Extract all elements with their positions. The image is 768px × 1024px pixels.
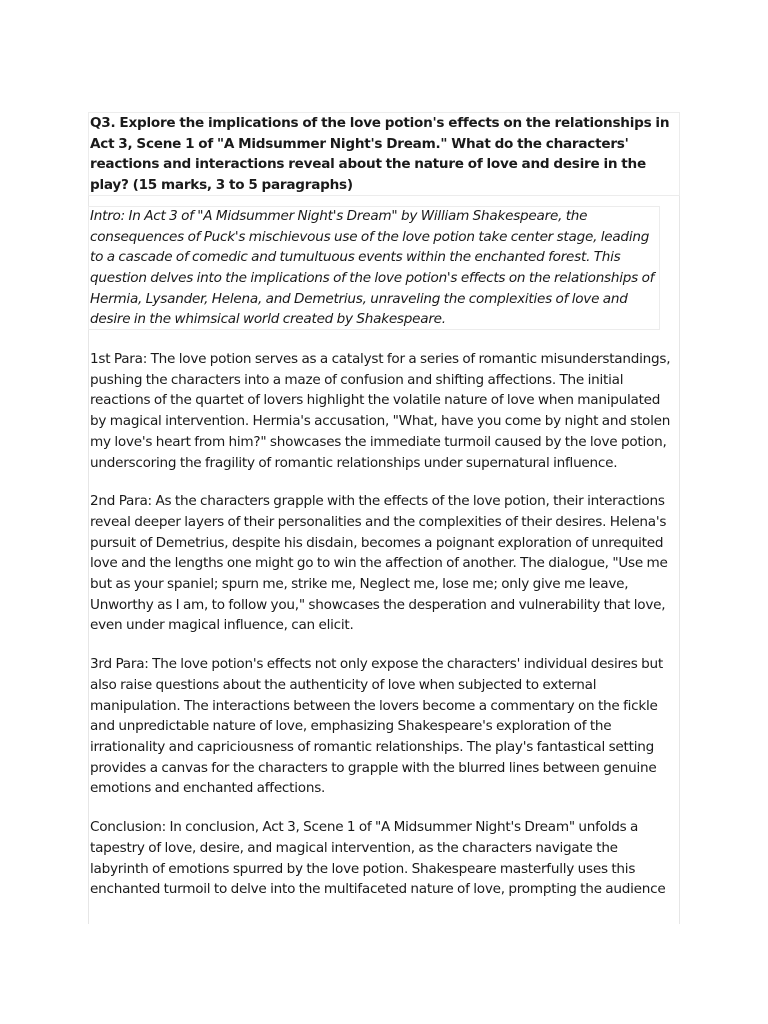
- second-paragraph: 2nd Para: As the characters grapple with the effects of the love potion, their interactions reveal deeper layers of their personalities and the complexities of their desires. Helena's pursuit of Demetrius, despite his disdain, becomes a poignant exploration of unrequited love and the lengths one might go to win the affection of another. The dialogue, "Use me but as your spaniel; spurn me, strike me, Neglect me, lose me; only give me leave, Unworthy as I am, to follow you," showcases the desperation and vulnerability that love, even under magical influence, can elicit.: [90, 493, 668, 634]
- conclusion-paragraph: Conclusion: In conclusion, Act 3, Scene 1 of "A Midsummer Night's Dream" unfolds a tapestry of love, desire, and magical intervention, as the characters navigate the labyrinth of emotions spurred by the love potion. Shakespeare masterfully uses this enchanted turmoil to delve into the multifaceted nature of love, prompting the audience: [90, 819, 666, 898]
- first-paragraph: 1st Para: The love potion serves as a catalyst for a series of romantic misunderstandings, pushing the characters into a maze of confusion and shifting affections. The initial reactions of the quartet of lovers highlight the volatile nature of love when manipulated by magical intervention. Hermia's accusation, "What, have you come by night and stolen my love's heart from him?" showcases the immediate turmoil caused by the love potion, underscoring the fragility of romantic relationships under supernatural influence.: [90, 351, 671, 471]
- intro-paragraph: Intro: In Act 3 of "A Midsummer Night's Dream" by William Shakespeare, the consequences of Puck's mischievous use of the love potion take center stage, leading to a cascade of comedic and tumultuous events within the enchanted forest. This question delves into the implications of the love potion's effects on the relationships of Hermia, Lysander, Helena, and Demetrius, unraveling the complexities of love and desire in the whimsical world created by Shakespeare.: [88, 206, 660, 330]
- document-page: [88, 112, 680, 924]
- question-heading: Q3. Explore the implications of the love potion's effects on the relationships in Act 3, Scene 1 of "A Midsummer Night's Dream." What do the characters' reactions and interactions reveal about the nature of love and desire in the play? (15 marks, 3 to 5 paragraphs): [88, 112, 680, 196]
- third-paragraph: 3rd Para: The love potion's effects not only expose the characters' individual desires but also raise questions about the authenticity of love when subjected to external manipulation. The interactions between the lovers become a commentary on the fickle and unpredictable nature of love, emphasizing Shakespeare's exploration of the irrationality and capriciousness of romantic relationships. The play's fantastical setting provides a canvas for the characters to grapple with the blurred lines between genuine emotions and enchanted affections.: [90, 656, 663, 797]
